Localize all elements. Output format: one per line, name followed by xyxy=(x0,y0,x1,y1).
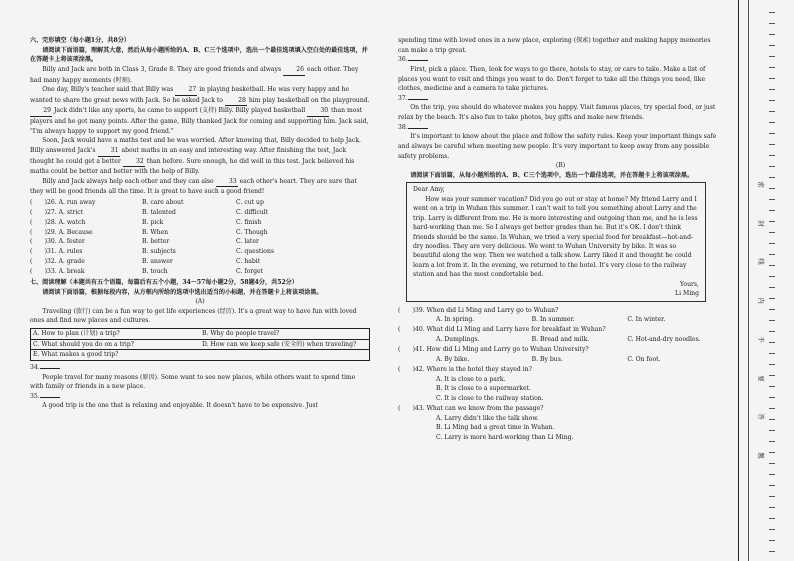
part-b-instructions: 请阅读下面语篇，从每小题所给的A、B、C三个选项中，选出一个最佳选项，并在答题卡上将该项涂黑。 xyxy=(410,171,694,179)
binding-tick xyxy=(769,133,775,134)
binding-tick xyxy=(769,298,775,299)
question-36: 36. xyxy=(398,55,723,65)
q40-option-c[interactable]: C. Hot-and-dry noodles. xyxy=(627,336,701,343)
travel-paragraph-3-cont: spending time with loved ones in a new place, exploring (探索) together and making happy memories can make a trip great. xyxy=(398,37,711,54)
option-c[interactable]: C. questions xyxy=(236,248,274,256)
part-b-label: (B) xyxy=(555,162,566,170)
binding-tick xyxy=(769,507,775,508)
option-b[interactable]: B. touch xyxy=(142,268,168,276)
binding-tick xyxy=(769,485,775,486)
heading-options-box xyxy=(30,328,370,361)
cloze-paragraph-3: Soon, Jack would have a maths test and he was worried. After knowing that, Billy decided to help Jack. Billy answered Jack's 31 about maths in an easy and interesting way. After finishing the test, Jack thought he could get a better 32 than before. Sure enough, he did well in this test. Jack believed his maths could be better and better with the help of Billy. xyxy=(30,137,361,176)
binding-tick xyxy=(769,320,775,321)
travel-paragraph-38: It's important to know about the place and follow the safety rules. Keep your important things safe and always be careful when meeting new people. It's very important to keep away from any possible safety problems. xyxy=(398,133,717,160)
binding-tick xyxy=(769,430,775,431)
binding-tick xyxy=(769,463,775,464)
binding-tick xyxy=(769,232,775,233)
cloze-paragraph-2: One day, Billy's teacher said that Billy was 27 in playing basketball. He was very happy and he wanted to share the great news with Jack. So he asked Jack to 28 him play basketball on the playground. 29 Jack didn't like any sports, he came to support (支持) Billy. Billy played basketball 30 than most players and he got many points. After the game, Billy thanked Jack for coming and supporting him. Jack said, "I'm always happy to support my good friend." xyxy=(30,86,370,135)
option-a[interactable]: ( )31. A. rules xyxy=(30,248,83,256)
cloze-paragraph-1: Billy and Jack are both in Class 3, Grade 8. They are good friends and always 26 each other. They had many happy moments (时刻). xyxy=(30,65,359,84)
option-row xyxy=(30,228,370,238)
binding-tick xyxy=(769,199,775,200)
question-41-options xyxy=(398,355,723,365)
letter-signature: Li Ming xyxy=(675,290,699,298)
right-column xyxy=(398,36,723,442)
binding-tick xyxy=(769,67,775,68)
part-a-label: (A) xyxy=(195,298,205,306)
q42-option-c[interactable]: C. It is close to the railway station. xyxy=(436,394,544,402)
binding-tick xyxy=(769,111,775,112)
letter-box xyxy=(406,182,706,301)
option-b[interactable]: B. When xyxy=(142,228,169,236)
binding-char: 题 xyxy=(756,452,765,459)
binding-tick xyxy=(769,441,775,442)
question-38: 38. xyxy=(398,123,723,133)
binding-tick xyxy=(769,551,775,552)
cloze-paragraph-4: Billy and Jack always help each other and they can also 33 each other's heart. They are sure that they will be good friends all the time. It is great to have such a good friend! xyxy=(30,177,357,196)
binding-tick xyxy=(769,452,775,453)
binding-tick xyxy=(769,177,775,178)
binding-tick xyxy=(769,89,775,90)
letter-body: How was your summer vacation? Did you go out or stay at home? My friend Larry and I went on a trip in Wuhan this summer. I can't wait to tell you something about Larry and the trip. Larry is different from me. He is more interesting and outgoing than me, and he is less hard-working than me. So I always get better grades than he. But it's OK. I don't think friends should be the same. In Wuhan, we tried a very special food for breakfast—hot-and-dry noodles. They are very delicious. We went to Wuhan University by bike. It was so beautiful along the way. Then we watched a talk show. Larry liked it and thought he could learn a lot from it. In the evening, we returned to the hotel. It's very close to the railway station and has the most comfortable bed. xyxy=(413,195,698,279)
travel-intro: Traveling (旅行) can be a fun way to get life experiences (经历). It's a great way to have fun with loved ones and find new places and cultures. xyxy=(30,307,357,325)
cloze-options-table xyxy=(30,198,370,277)
option-row xyxy=(30,267,370,277)
blank-30: 30 xyxy=(307,106,329,117)
binding-char: 线 xyxy=(756,258,765,266)
blank-27: 27 xyxy=(175,85,197,96)
travel-paragraph-37: On the trip, you should do whatever makes you happy. Visit famous places, try special food, or just relax by the beach. It's also fun to take photos, buy gifts and make new friends. xyxy=(398,104,716,121)
question-43-options xyxy=(398,414,723,443)
q40-option-b[interactable]: B. Bread and milk. xyxy=(531,336,590,343)
binding-tick xyxy=(769,276,775,277)
question-39: ( )39. When did Li Ming and Larry go to Wuhan? xyxy=(398,306,559,314)
binding-tick xyxy=(769,408,775,409)
q39-option-c[interactable]: C. In winter. xyxy=(627,316,666,324)
letter-greeting: Dear Amy, xyxy=(413,186,445,194)
answer-line-35[interactable] xyxy=(40,397,60,398)
answer-line-38[interactable] xyxy=(408,128,428,129)
letter-closing: Yours, xyxy=(679,280,699,288)
box-option-b: B. Why do people travel? xyxy=(202,330,280,337)
travel-paragraph-3: A good trip is the one that is relaxing and enjoyable. It doesn't have to be expensive. Just xyxy=(42,402,318,410)
blank-29: 29 xyxy=(30,106,52,117)
section7-instructions: 请阅读下面语篇，根据每段内容，从方框内所给的选项中选出适当的小标题，并在答题卡上将该项涂黑。 xyxy=(42,288,323,296)
binding-char: 答 xyxy=(756,413,765,420)
option-a[interactable]: ( )28. A. watch xyxy=(30,218,86,226)
binding-tick xyxy=(769,188,775,189)
option-row xyxy=(30,208,370,218)
binding-tick xyxy=(769,56,775,57)
box-option-c: C. What should you do on a trip? xyxy=(33,340,135,348)
option-c[interactable]: C. Though xyxy=(236,228,268,236)
q40-option-a[interactable]: A. Dumplings. xyxy=(436,336,480,343)
binding-tick xyxy=(769,45,775,46)
q43-option-c[interactable]: C. Larry is more hard-working than Li Ming. xyxy=(436,433,574,441)
option-b[interactable]: B. pick xyxy=(142,218,164,226)
question-39-options xyxy=(398,315,723,325)
option-a[interactable]: ( )27. A. strict xyxy=(30,208,84,216)
option-c[interactable]: C. forget xyxy=(236,268,264,276)
binding-char: 密 xyxy=(756,181,765,188)
binding-tick xyxy=(769,540,775,541)
binding-char: 内 xyxy=(756,297,765,304)
box-option-e: E. What makes a good trip? xyxy=(33,351,119,359)
binding-tick xyxy=(769,221,775,222)
section6-title: 六、完形填空（每小题1分，共8分） xyxy=(30,37,130,44)
travel-paragraph-36: First, pick a place. Then, look for ways to go there, hotels to stay, or cars to take. Make a list of places you want to visit and things you want to do. Don't forget to take all the things you need, like clothes, medicine and a camera to take pictures. xyxy=(398,65,706,93)
option-b[interactable]: B. care about xyxy=(142,199,184,206)
binding-tick xyxy=(769,342,775,343)
option-a[interactable]: ( )30. A. fester xyxy=(30,238,85,246)
binding-tick xyxy=(769,287,775,288)
option-row xyxy=(30,237,370,247)
binding-ticks xyxy=(769,0,777,561)
answer-line-36[interactable] xyxy=(408,60,428,61)
binding-char: 不 xyxy=(756,336,765,343)
option-a[interactable]: ( )29. A. Because xyxy=(30,228,93,236)
box-option-a: A. How to plan (计划) a trip? xyxy=(33,330,120,337)
q39-option-a[interactable]: A. In spring. xyxy=(436,316,475,324)
binding-tick xyxy=(769,254,775,255)
option-a[interactable]: ( )33. A. break xyxy=(30,268,85,276)
binding-tick xyxy=(769,353,775,354)
option-row xyxy=(30,198,370,208)
binding-tick xyxy=(769,419,775,420)
binding-char: 要 xyxy=(756,374,765,382)
binding-tick xyxy=(769,78,775,79)
question-35: 35. xyxy=(30,392,370,402)
binding-tick xyxy=(769,144,775,145)
q39-option-b[interactable]: B. In summer. xyxy=(531,316,575,324)
binding-tick xyxy=(769,23,775,24)
option-b[interactable]: B. answer xyxy=(142,258,173,266)
option-c[interactable]: C. cut up xyxy=(236,199,264,206)
option-a[interactable]: ( )26. A. run away xyxy=(30,199,96,206)
option-a[interactable]: ( )32. A. grade xyxy=(30,258,85,266)
blank-26: 26 xyxy=(283,65,305,76)
binding-tick xyxy=(769,243,775,244)
option-row xyxy=(30,218,370,228)
binding-tick xyxy=(769,375,775,376)
binding-tick xyxy=(769,166,775,167)
option-c[interactable]: C. habit xyxy=(236,258,261,266)
option-b[interactable]: B. talented xyxy=(142,208,176,216)
question-42-options xyxy=(398,375,723,404)
q43-option-b[interactable]: B. Li Ming had a great time in Wuhan. xyxy=(436,424,555,432)
question-40-options xyxy=(398,335,723,345)
option-row xyxy=(30,257,370,267)
option-c[interactable]: C. difficult xyxy=(236,208,269,216)
blank-31: 31 xyxy=(98,146,120,157)
option-b[interactable]: B. better xyxy=(142,238,170,246)
option-b[interactable]: B. subjects xyxy=(142,248,176,256)
question-42: ( )42. Where is the hotel they stayed in? xyxy=(398,365,532,373)
binding-tick xyxy=(769,331,775,332)
question-41: ( )41. How did Li Ming and Larry go to Wuhan University? xyxy=(398,346,589,354)
binding-tick xyxy=(769,210,775,211)
binding-tick xyxy=(769,529,775,530)
box-option-d: D. How can we keep safe (安全的) when traveling? xyxy=(202,340,357,348)
binding-notice xyxy=(754,180,768,460)
binding-tick xyxy=(769,386,775,387)
binding-tick xyxy=(769,474,775,475)
q43-option-a[interactable]: A. Larry didn't like the talk show. xyxy=(436,414,539,422)
option-c[interactable]: C. later xyxy=(236,238,259,246)
blank-33: 33 xyxy=(216,177,238,188)
left-column xyxy=(30,36,370,411)
question-37: 37. xyxy=(398,94,723,104)
answer-line-34[interactable] xyxy=(40,368,60,369)
blank-28: 28 xyxy=(225,96,247,107)
binding-tick xyxy=(769,155,775,156)
answer-line-37[interactable] xyxy=(408,99,428,100)
section7-title: 七、阅读理解（本题共有五个语篇，每篇后有五个小题，34～57每小题2分，58题4分，共52分） xyxy=(30,278,298,286)
binding-line xyxy=(748,0,749,561)
binding-char: 封 xyxy=(756,219,765,227)
travel-paragraph-2: People travel for many reasons (原因). Some want to see new places, while others want to spend time with family or friends in a new place. xyxy=(30,373,356,391)
section6-instructions: 请阅读下面语篇，理解其大意，然后从每小题所给的A、B、C三个选项中，选出一个最佳选项填入空白处的最佳选项，并在答题卡上将该项涂黑。 xyxy=(30,46,368,64)
binding-tick xyxy=(769,397,775,398)
binding-tick xyxy=(769,496,775,497)
binding-tick xyxy=(769,265,775,266)
option-c[interactable]: C. finish xyxy=(236,218,262,226)
question-40: ( )40. What did Li Ming and Larry have for breakfast in Wuhan? xyxy=(398,326,606,334)
binding-tick xyxy=(769,12,775,13)
binding-tick xyxy=(769,34,775,35)
q41-option-c[interactable]: C. On foot. xyxy=(627,355,661,363)
binding-tick xyxy=(769,309,775,310)
q42-option-a[interactable]: A. It is close to a park. xyxy=(436,375,506,383)
binding-tick xyxy=(769,100,775,101)
binding-tick xyxy=(769,518,775,519)
q41-option-b[interactable]: B. By bus. xyxy=(531,355,563,363)
binding-tick xyxy=(769,122,775,123)
binding-tick xyxy=(769,364,775,365)
question-43: ( )43. What can we know from the passage? xyxy=(398,404,544,412)
question-34: 34. xyxy=(30,363,370,373)
blank-32: 32 xyxy=(123,157,145,168)
q41-option-a[interactable]: A. By bike. xyxy=(436,355,470,363)
q42-option-b[interactable]: B. It is close to a supermarket. xyxy=(436,385,531,393)
option-row xyxy=(30,247,370,257)
